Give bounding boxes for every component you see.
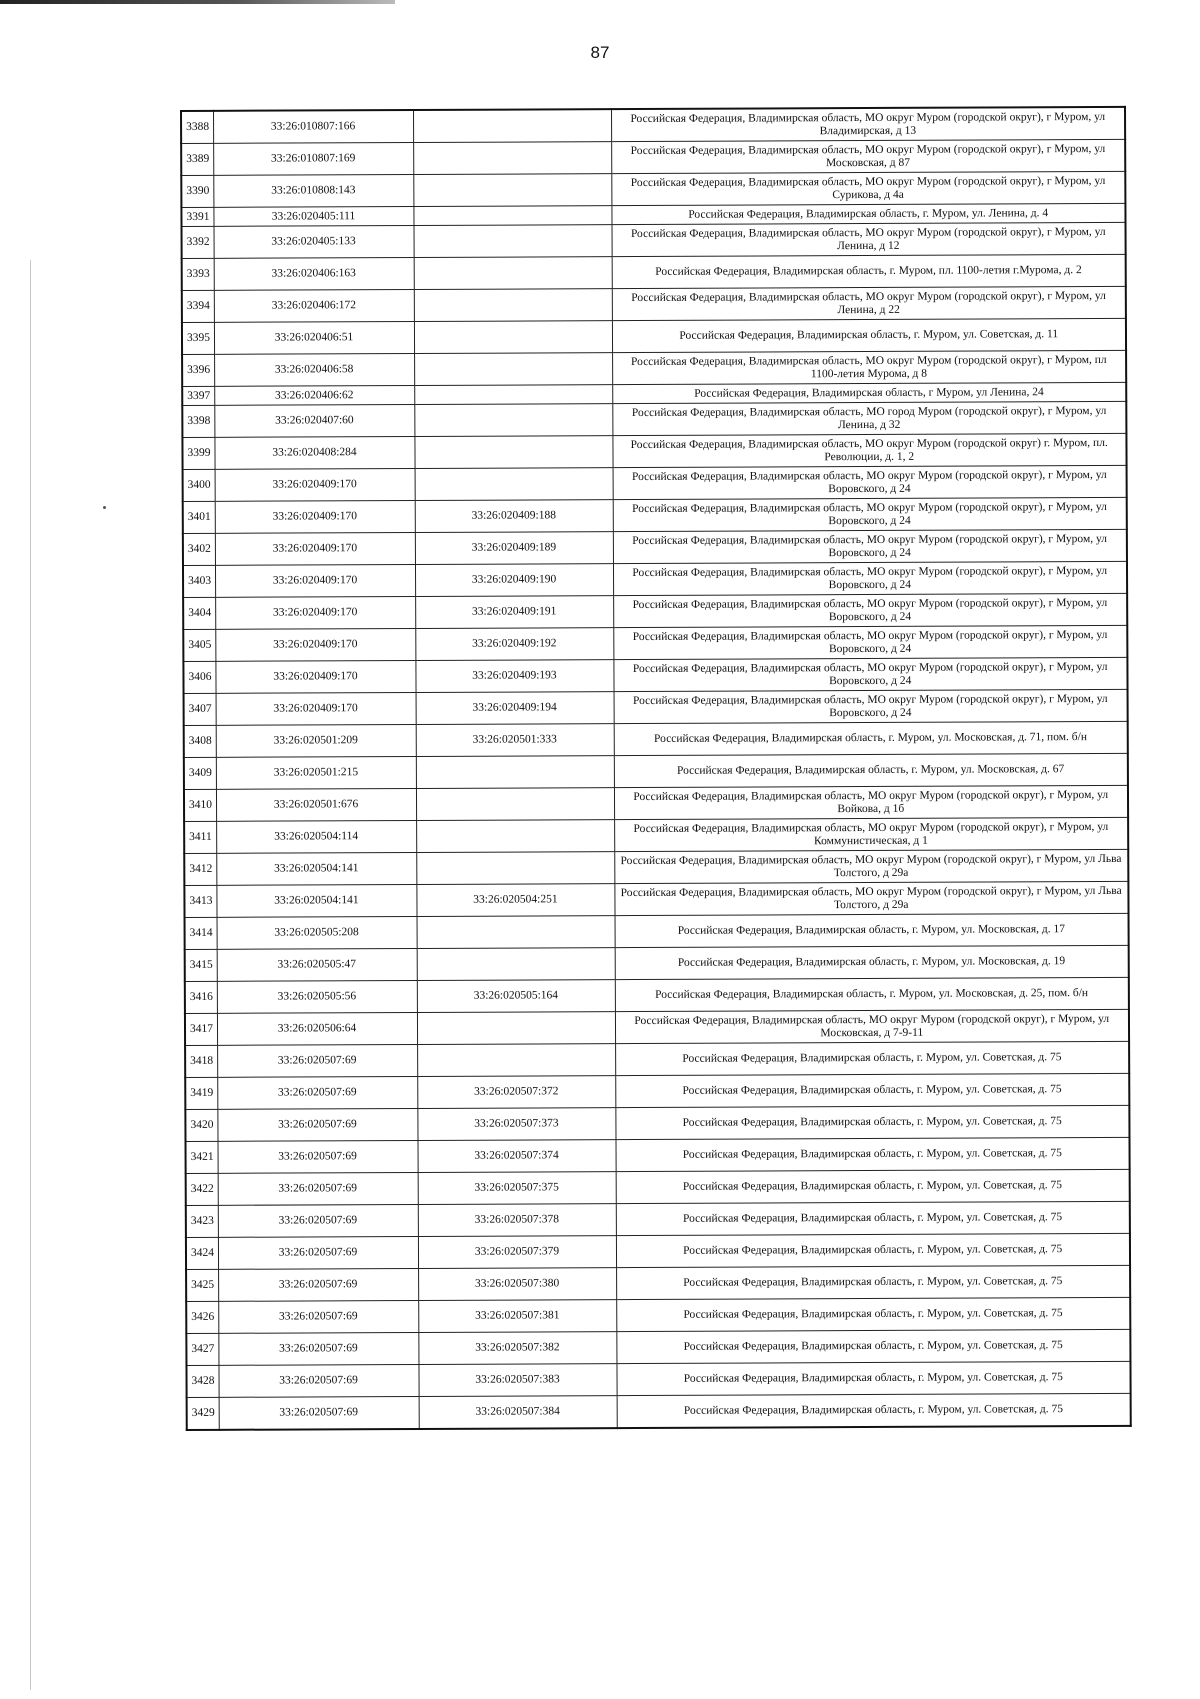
object-number-cell: 33:26:020507:374 (417, 1140, 615, 1173)
cadastral-number-cell: 33:26:020505:208 (217, 916, 417, 949)
address-cell: Российская Федерация, Владимирская область, МО округ Муром (городской округ), г Муром, ул Воровского, д 24 (613, 465, 1127, 499)
cadastral-number-cell: 33:26:020504:141 (216, 884, 416, 917)
address-cell: Российская Федерация, Владимирская область, г. Муром, пл. 1100-летия г.Мурома, д. 2 (612, 254, 1126, 288)
cadastral-number-cell: 33:26:020507:69 (218, 1300, 418, 1333)
registry-table (180, 106, 1132, 1431)
table-row (182, 254, 1126, 290)
object-number-cell (414, 353, 612, 386)
cadastral-number-cell: 33:26:020405:133 (214, 225, 414, 258)
address-cell: Российская Федерация, Владимирская область, г. Муром, ул. Московская, д. 19 (615, 945, 1129, 979)
object-number-cell (417, 948, 615, 981)
row-number-cell: 3420 (185, 1109, 217, 1141)
object-number-cell (413, 142, 611, 175)
table-row (182, 401, 1126, 437)
address-cell: Российская Федерация, Владимирская область, г. Муром, ул. Советская, д. 75 (615, 1105, 1129, 1139)
cadastral-number-cell: 33:26:020409:170 (215, 660, 415, 693)
cadastral-number-cell: 33:26:020504:114 (216, 820, 416, 853)
table-row (186, 1137, 1130, 1173)
address-cell: Российская Федерация, Владимирская область, МО город Муром (городской округ), г Муром, ул Ленина, д 32 (612, 401, 1126, 435)
table-row (185, 1073, 1129, 1109)
cadastral-number-cell: 33:26:020501:215 (216, 756, 416, 789)
object-number-cell: 33:26:020409:188 (415, 500, 613, 533)
row-number-cell: 3408 (184, 725, 216, 757)
object-number-cell (416, 820, 614, 853)
row-number-cell: 3414 (185, 917, 217, 949)
address-cell: Российская Федерация, Владимирская область, г. Муром, ул. Советская, д. 75 (616, 1201, 1130, 1235)
table-row (184, 785, 1128, 821)
scan-margin-line (30, 260, 31, 1690)
table-row (183, 625, 1127, 661)
cadastral-number-cell: 33:26:020501:209 (216, 724, 416, 757)
row-number-cell: 3423 (186, 1205, 218, 1237)
row-number-cell: 3392 (182, 226, 214, 258)
table-row (185, 977, 1129, 1013)
cadastral-number-cell: 33:26:020507:69 (218, 1268, 418, 1301)
address-cell: Российская Федерация, Владимирская область, МО округ Муром (городской округ), г Муром, пл 1100-летия Мурома, д 8 (612, 350, 1126, 384)
address-cell: Российская Федерация, Владимирская область, г. Муром, ул. Московская, д. 67 (614, 753, 1128, 787)
object-number-cell: 33:26:020507:372 (417, 1076, 615, 1109)
cadastral-number-cell: 33:26:020505:47 (217, 948, 417, 981)
object-number-cell: 33:26:020409:189 (415, 532, 613, 565)
object-number-cell: 33:26:020507:383 (418, 1364, 616, 1397)
address-cell: Российская Федерация, Владимирская область, г. Муром, ул. Советская, д. 75 (615, 1041, 1129, 1075)
object-number-cell: 33:26:020507:381 (418, 1300, 616, 1333)
table-row (185, 1041, 1129, 1077)
row-number-cell: 3389 (181, 143, 213, 175)
table-row (181, 171, 1125, 207)
row-number-cell: 3402 (183, 533, 215, 565)
address-cell: Российская Федерация, Владимирская область, г. Муром, ул. Московская, д. 17 (615, 913, 1129, 947)
object-number-cell (413, 109, 611, 142)
table-row (181, 107, 1125, 144)
address-cell: Российская Федерация, Владимирская область, г. Муром, ул. Советская, д. 75 (615, 1073, 1129, 1107)
address-cell: Российская Федерация, Владимирская область, г. Муром, ул. Советская, д. 75 (616, 1329, 1130, 1363)
row-number-cell: 3407 (184, 693, 216, 725)
scan-edge-line (0, 0, 395, 4)
cadastral-number-cell: 33:26:020507:69 (218, 1172, 418, 1205)
address-cell: Российская Федерация, Владимирская область, г. Муром, ул. Советская, д. 75 (616, 1361, 1130, 1395)
registry-body (181, 107, 1131, 1430)
object-number-cell: 33:26:020409:194 (416, 692, 614, 725)
table-row (187, 1393, 1131, 1430)
cadastral-number-cell: 33:26:020409:170 (215, 500, 415, 533)
cadastral-number-cell: 33:26:020506:64 (217, 1012, 417, 1045)
address-cell: Российская Федерация, Владимирская область, МО округ Муром (городской округ), г Муром, ул Льва Толстого, д 29а (614, 881, 1128, 915)
address-cell: Российская Федерация, Владимирская область, МО округ Муром (городской округ), г Муром, ул Воровского, д 24 (613, 497, 1127, 531)
table-row (183, 465, 1127, 501)
address-cell: Российская Федерация, Владимирская область, МО округ Муром (городской округ), г Муром, ул Московская, д 7-9-11 (615, 1009, 1129, 1043)
address-cell: Российская Федерация, Владимирская область, МО округ Муром (городской округ), г Муром, ул Воровского, д 24 (613, 625, 1127, 659)
cadastral-number-cell: 33:26:020507:69 (218, 1140, 418, 1173)
row-number-cell: 3410 (184, 789, 216, 821)
address-cell: Российская Федерация, Владимирская область, МО округ Муром (городской округ), г Муром, ул Войкова, д 1б (614, 785, 1128, 819)
table-row (186, 1361, 1130, 1397)
cadastral-number-cell: 33:26:020507:69 (217, 1044, 417, 1077)
object-number-cell: 33:26:020507:373 (417, 1108, 615, 1141)
row-number-cell: 3406 (183, 661, 215, 693)
cadastral-number-cell: 33:26:020406:172 (214, 289, 414, 322)
object-number-cell (414, 385, 612, 405)
table-row (182, 433, 1126, 469)
table-row (186, 1201, 1130, 1237)
cadastral-number-cell: 33:26:020507:69 (218, 1332, 418, 1365)
object-number-cell (413, 206, 611, 226)
table-row (184, 753, 1128, 789)
cadastral-number-cell: 33:26:010807:169 (213, 142, 413, 175)
object-number-cell (413, 174, 611, 207)
table-row (183, 593, 1127, 629)
cadastral-number-cell: 33:26:020507:69 (217, 1108, 417, 1141)
address-cell: Российская Федерация, Владимирская область, МО округ Муром (городской округ), г Муром, ул Воровского, д 24 (613, 529, 1127, 563)
object-number-cell (416, 756, 614, 789)
table-row (185, 1009, 1129, 1045)
object-number-cell (414, 257, 612, 290)
address-cell: Российская Федерация, Владимирская область, г. Муром, ул. Московская, д. 25, пом. б/н (615, 977, 1129, 1011)
cadastral-number-cell: 33:26:010807:166 (213, 110, 413, 143)
row-number-cell: 3401 (183, 501, 215, 533)
row-number-cell: 3403 (183, 565, 215, 597)
table-row (182, 318, 1126, 354)
address-cell: Российская Федерация, Владимирская область, г. Муром, ул. Московская, д. 71, пом. б/н (614, 721, 1128, 755)
address-cell: Российская Федерация, Владимирская область, г. Муром, ул. Советская, д. 75 (616, 1297, 1130, 1331)
cadastral-number-cell: 33:26:020409:170 (215, 564, 415, 597)
cadastral-number-cell: 33:26:020409:170 (215, 596, 415, 629)
object-number-cell: 33:26:020507:379 (418, 1236, 616, 1269)
row-number-cell: 3409 (184, 757, 216, 789)
table-row (183, 497, 1127, 533)
object-number-cell (417, 1044, 615, 1077)
cadastral-number-cell: 33:26:020409:170 (215, 532, 415, 565)
row-number-cell: 3413 (184, 885, 216, 917)
row-number-cell: 3395 (182, 322, 214, 354)
row-number-cell: 3396 (182, 354, 214, 386)
table-row (185, 1105, 1129, 1141)
table-row (185, 913, 1129, 949)
row-number-cell: 3428 (186, 1365, 218, 1397)
registry-table-wrap (180, 106, 1130, 1556)
row-number-cell: 3426 (186, 1301, 218, 1333)
object-number-cell: 33:26:020507:375 (418, 1172, 616, 1205)
scan-speck (103, 506, 106, 509)
object-number-cell (415, 468, 613, 501)
object-number-cell: 33:26:020507:378 (418, 1204, 616, 1237)
table-row (186, 1329, 1130, 1365)
cadastral-number-cell: 33:26:020409:170 (215, 468, 415, 501)
row-number-cell: 3427 (186, 1333, 218, 1365)
object-number-cell (417, 916, 615, 949)
address-cell: Российская Федерация, Владимирская область, г. Муром, ул. Советская, д. 11 (612, 318, 1126, 352)
address-cell: Российская Федерация, Владимирская область, г. Муром, ул. Советская, д. 75 (615, 1137, 1129, 1171)
object-number-cell: 33:26:020409:191 (415, 596, 613, 629)
object-number-cell: 33:26:020507:384 (419, 1396, 617, 1429)
cadastral-number-cell: 33:26:020504:141 (216, 852, 416, 885)
table-row (183, 561, 1127, 597)
object-number-cell: 33:26:020504:251 (416, 884, 614, 917)
cadastral-number-cell: 33:26:020501:676 (216, 788, 416, 821)
row-number-cell: 3397 (182, 386, 214, 405)
table-row (185, 945, 1129, 981)
table-row (183, 529, 1127, 565)
cadastral-number-cell: 33:26:020505:56 (217, 980, 417, 1013)
address-cell: Российская Федерация, Владимирская область, г. Муром, ул. Ленина, д. 4 (611, 203, 1125, 224)
table-row (186, 1265, 1130, 1301)
address-cell: Российская Федерация, Владимирская область, МО округ Муром (городской округ), г Муром, ул Льва Толстого, д 29а (614, 849, 1128, 883)
table-row (186, 1297, 1130, 1333)
row-number-cell: 3404 (183, 597, 215, 629)
cadastral-number-cell: 33:26:020507:69 (218, 1236, 418, 1269)
address-cell: Российская Федерация, Владимирская область, г. Муром, ул. Советская, д. 75 (617, 1393, 1131, 1428)
cadastral-number-cell: 33:26:020507:69 (219, 1396, 419, 1429)
table-row (184, 817, 1128, 853)
table-row (183, 657, 1127, 693)
cadastral-number-cell: 33:26:020507:69 (218, 1364, 418, 1397)
object-number-cell: 33:26:020505:164 (417, 980, 615, 1013)
address-cell: Российская Федерация, Владимирская область, г Муром, ул Ленина, 24 (612, 382, 1126, 403)
object-number-cell (416, 852, 614, 885)
row-number-cell: 3388 (181, 111, 213, 144)
cadastral-number-cell: 33:26:010808:143 (213, 174, 413, 207)
address-cell: Российская Федерация, Владимирская область, МО округ Муром (городской округ), г Муром, ул Владимирская, д 13 (611, 107, 1125, 142)
address-cell: Российская Федерация, Владимирская область, г. Муром, ул. Советская, д. 75 (616, 1233, 1130, 1267)
cadastral-number-cell: 33:26:020407:60 (214, 404, 414, 437)
row-number-cell: 3411 (184, 821, 216, 853)
table-row (182, 286, 1126, 322)
row-number-cell: 3391 (181, 207, 213, 226)
row-number-cell: 3421 (186, 1141, 218, 1173)
row-number-cell: 3418 (185, 1045, 217, 1077)
object-number-cell (416, 788, 614, 821)
table-row (182, 350, 1126, 386)
row-number-cell: 3429 (187, 1397, 219, 1430)
row-number-cell: 3390 (181, 175, 213, 207)
address-cell: Российская Федерация, Владимирская область, МО округ Муром (городской округ), г Муром, ул Сурикова, д 4а (611, 171, 1125, 205)
cadastral-number-cell: 33:26:020409:170 (216, 692, 416, 725)
object-number-cell: 33:26:020409:190 (415, 564, 613, 597)
row-number-cell: 3412 (184, 853, 216, 885)
cadastral-number-cell: 33:26:020408:284 (214, 436, 414, 469)
object-number-cell: 33:26:020501:333 (416, 724, 614, 757)
object-number-cell (414, 321, 612, 354)
object-number-cell: 33:26:020409:192 (415, 628, 613, 661)
object-number-cell: 33:26:020409:193 (415, 660, 613, 693)
object-number-cell (414, 436, 612, 469)
row-number-cell: 3422 (186, 1173, 218, 1205)
row-number-cell: 3425 (186, 1269, 218, 1301)
address-cell: Российская Федерация, Владимирская область, МО округ Муром (городской округ), г Муром, ул Московская, д 87 (611, 139, 1125, 173)
address-cell: Российская Федерация, Владимирская область, МО округ Муром (городской округ), г Муром, ул Воровского, д 24 (614, 689, 1128, 723)
cadastral-number-cell: 33:26:020406:62 (214, 385, 414, 405)
address-cell: Российская Федерация, Владимирская область, МО округ Муром (городской округ), г Муром, ул Ленина, д 22 (612, 286, 1126, 320)
cadastral-number-cell: 33:26:020507:69 (217, 1076, 417, 1109)
object-number-cell: 33:26:020507:382 (418, 1332, 616, 1365)
row-number-cell: 3419 (185, 1077, 217, 1109)
row-number-cell: 3416 (185, 981, 217, 1013)
table-row (186, 1169, 1130, 1205)
row-number-cell: 3393 (182, 258, 214, 290)
row-number-cell: 3417 (185, 1013, 217, 1045)
object-number-cell: 33:26:020507:380 (418, 1268, 616, 1301)
row-number-cell: 3415 (185, 949, 217, 981)
address-cell: Российская Федерация, Владимирская область, МО округ Муром (городской округ), г Муром, ул Воровского, д 24 (613, 561, 1127, 595)
cadastral-number-cell: 33:26:020507:69 (218, 1204, 418, 1237)
row-number-cell: 3400 (183, 469, 215, 501)
object-number-cell (414, 289, 612, 322)
cadastral-number-cell: 33:26:020406:58 (214, 353, 414, 386)
row-number-cell: 3399 (182, 437, 214, 469)
address-cell: Российская Федерация, Владимирская область, МО округ Муром (городской округ), г Муром, ул Воровского, д 24 (613, 657, 1127, 691)
object-number-cell (414, 225, 612, 258)
table-row (181, 139, 1125, 175)
table-row (182, 222, 1126, 258)
address-cell: Российская Федерация, Владимирская область, МО округ Муром (городской округ), г Муром, ул Коммунистическая, д 1 (614, 817, 1128, 851)
cadastral-number-cell: 33:26:020406:163 (214, 257, 414, 290)
page-number: 87 (590, 43, 610, 62)
cadastral-number-cell: 33:26:020406:51 (214, 321, 414, 354)
address-cell: Российская Федерация, Владимирская область, г. Муром, ул. Советская, д. 75 (616, 1265, 1130, 1299)
address-cell: Российская Федерация, Владимирская область, г. Муром, ул. Советская, д. 75 (616, 1169, 1130, 1203)
row-number-cell: 3405 (183, 629, 215, 661)
address-cell: Российская Федерация, Владимирская область, МО округ Муром (городской округ), г Муром, ул Ленина, д 12 (612, 222, 1126, 256)
row-number-cell: 3424 (186, 1237, 218, 1269)
table-row (186, 1233, 1130, 1269)
cadastral-number-cell: 33:26:020405:111 (213, 206, 413, 226)
table-row (184, 721, 1128, 757)
address-cell: Российская Федерация, Владимирская область, МО округ Муром (городской округ), г Муром, ул Воровского, д 24 (613, 593, 1127, 627)
table-row (184, 881, 1128, 917)
row-number-cell: 3398 (182, 405, 214, 437)
table-row (184, 689, 1128, 725)
table-row (184, 849, 1128, 885)
object-number-cell (414, 404, 612, 437)
cadastral-number-cell: 33:26:020409:170 (215, 628, 415, 661)
row-number-cell: 3394 (182, 290, 214, 322)
object-number-cell (417, 1012, 615, 1045)
address-cell: Российская Федерация, Владимирская область, МО округ Муром (городской округ) г. Муром, пл. Революции, д. 1, 2 (612, 433, 1126, 467)
